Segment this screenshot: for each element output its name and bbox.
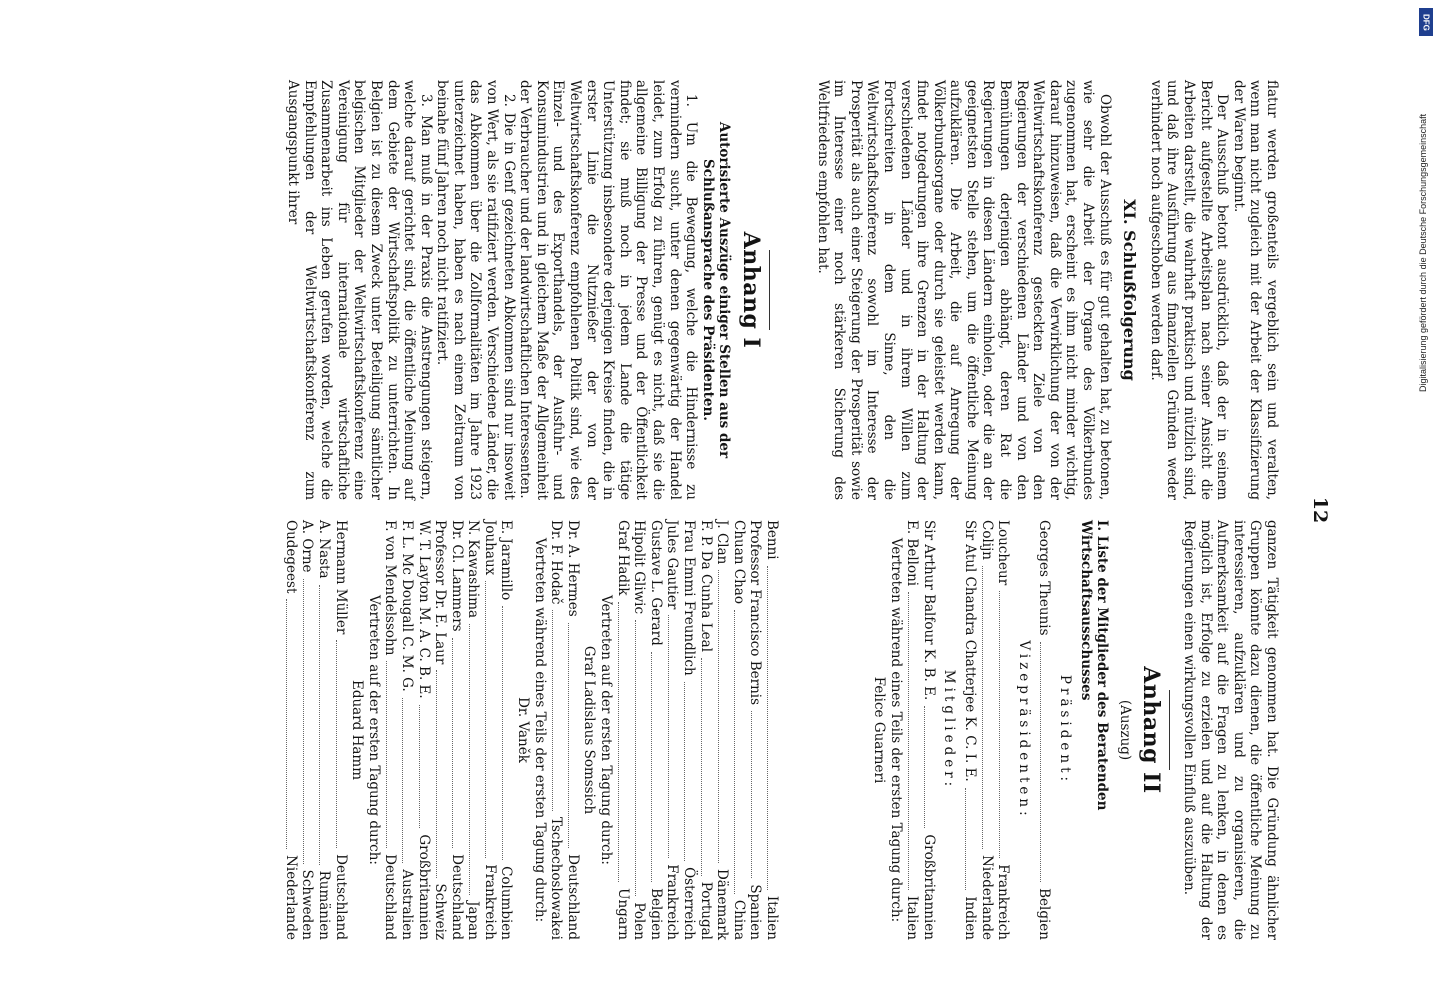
member-name: Dr. Cl. Lammers xyxy=(448,520,465,632)
list-item xyxy=(647,520,664,940)
member-name: Sir Arthur Balfour K. B. E. xyxy=(920,520,937,701)
member-country: Columbien xyxy=(498,866,515,940)
list-item xyxy=(548,520,565,940)
member-country: Großbritannien xyxy=(920,834,937,940)
member-name: E. Jaramillo xyxy=(498,520,515,601)
member-country: Frankreich xyxy=(664,864,681,940)
list-item xyxy=(904,520,921,940)
member-name: Graf Hadik xyxy=(614,520,631,596)
represented-name: Eduard Hamm xyxy=(349,679,366,781)
list-item xyxy=(730,520,747,940)
section-heading: XI. Schlußfolgerung xyxy=(1120,199,1140,381)
member-name: Gustave L. Gerard xyxy=(647,520,664,646)
represented-name: Felice Guarneri xyxy=(871,676,888,784)
list-item xyxy=(481,520,498,940)
page-number: 12 xyxy=(1309,496,1331,524)
list-item xyxy=(697,520,714,940)
member-country: Deutschland xyxy=(332,854,349,940)
represented-note: Vertreten auf der ersten Tagung durch: xyxy=(598,595,615,865)
page-content xyxy=(100,80,1340,940)
member-country: Großbritannien xyxy=(415,834,432,940)
member-name: A. Nasta xyxy=(315,520,332,579)
member-name: Professor Francisco Bernis xyxy=(747,520,764,706)
member-name: Georges Theunis xyxy=(1036,520,1053,636)
appendix-subheading: Autorisierte Auszüge einiger Stellen aus der Schlußansprache des Präsidenten. xyxy=(699,121,733,459)
list-item xyxy=(614,520,631,940)
divider xyxy=(769,250,770,330)
right-column-top xyxy=(871,520,1280,940)
list-item xyxy=(432,520,449,940)
dfg-logo: DFG xyxy=(1419,8,1433,36)
member-country: Portugal xyxy=(697,881,714,940)
list-item xyxy=(664,520,681,940)
member-country: China xyxy=(730,899,747,940)
list-item xyxy=(299,520,316,940)
list-item xyxy=(465,520,482,940)
member-country: Tschechoslowakei xyxy=(548,816,565,940)
list-item xyxy=(415,520,432,940)
member-country: Belgien xyxy=(647,888,664,940)
member-country: Schweden xyxy=(299,869,316,940)
paragraph: flatur werden großenteils vergeblich sein und veralten, wenn man nicht zugleich mit der Arbeit der Klassifizierung der Waren beginnt. xyxy=(1230,80,1280,500)
member-country: Italien xyxy=(904,895,921,940)
member-country: Spanien xyxy=(747,884,764,940)
represented-note: Vertreten auf der ersten Tagung durch: xyxy=(365,595,382,865)
list-item xyxy=(680,520,697,940)
list-item xyxy=(398,520,415,940)
list-item xyxy=(978,520,995,940)
list-item xyxy=(962,520,979,940)
list-item xyxy=(631,520,648,940)
list-item xyxy=(315,520,332,940)
member-country: Niederlande xyxy=(978,855,995,940)
list-item xyxy=(995,520,1012,940)
list-item xyxy=(564,520,581,940)
member-name: J. Clan xyxy=(714,520,731,565)
member-country: Frankreich xyxy=(995,864,1012,940)
member-country: Rumänien xyxy=(315,870,332,940)
paragraph: 3. Man muß in der Praxis die Anstrengungen steigern, welche darauf gerichtet sind, die öffentliche Meinung auf dem Gebiete der Wirtschaftspolitik zu unterrichten. In Belgien ist zu diesem Zweck unter Beteiligung sämtlicher belgischen Mitglieder der Weltwirtschaftskonferenz eine Vereinigung für internationale wirtschaftliche Zusammenarbeit ins Leben gerufen worden, welche die Empfehlungen der Weltwirtschaftskonferenz zum Ausgangspunkt ihrer xyxy=(284,80,434,500)
list-item xyxy=(763,520,780,940)
member-name: Oudegeest xyxy=(282,520,299,594)
member-name: Jules Gautier xyxy=(664,520,681,610)
paragraph: 2. Die in Genf gezeichneten Abkommen sind nur insoweit von Wert, als sie ratifiziert werden. Verschiedene Länder, die das Abkommen über die Zollformalitäten im Jahre 1923 unterzeichnet haben, haben es nach einem Zeitraum von beinahe fünf Jahren noch nicht ratifiziert. xyxy=(434,80,517,500)
paragraph: 1. Um die Bewegung, welche die Hindernisse zu vermindern sucht, unter denen gegenwärtig der Handel leidet, zum Erfolg zu führen, genügt es nicht, daß sie die allgemeine Billigung der Presse und der Öffentlichkeit findet; sie muß noch in jedem Lande die tätige Unterstützung insbesondere derjenigen Kreise finden, die in erster Linie die Nutznießer der von der Weltwirtschaftskonferenz empfohlenen Politik sind, wie des Einzel- und des Exporthandels, der Ausfuhr- und Konsumindustrien und in gleichem Maße der Allgemeinheit der Verbraucher und der landwirtschaftlichen Interessenten. xyxy=(517,80,700,500)
member-name: N. Kawashima xyxy=(465,520,482,619)
member-name: F. P. Da Cunha Leal xyxy=(697,520,714,653)
member-country: Deutschland xyxy=(382,854,399,940)
member-country: Schweiz xyxy=(432,883,449,940)
member-country: Niederlande xyxy=(282,855,299,940)
list-item xyxy=(498,520,515,940)
member-name: Dr. A. Hermes xyxy=(564,520,581,617)
member-country: Ungarn xyxy=(614,888,631,940)
list-item xyxy=(332,520,349,940)
list-heading: I. Liste der Mitglieder des Beratenden Wirtschaftsausschusses xyxy=(1077,520,1111,811)
member-name: Jouhaux xyxy=(481,520,498,576)
member-name: Benni xyxy=(764,520,780,560)
right-column-bottom xyxy=(282,520,780,940)
member-name: Frau Emmi Freundlich xyxy=(681,520,698,676)
represented-name: Dr. Vaněk xyxy=(515,697,532,763)
list-item xyxy=(448,520,465,940)
member-country: Österreich xyxy=(681,867,698,940)
member-country: Deutschland xyxy=(564,854,581,940)
member-name: Loucheur xyxy=(995,520,1012,586)
appendix-heading: Anhang I xyxy=(738,231,764,349)
member-name: A. Orne xyxy=(299,520,316,573)
divider xyxy=(1169,690,1170,770)
member-country: Polen xyxy=(631,902,648,940)
paragraph: ganzen Tätigkeit genommen hat. Die Gründung ähnlicher Gruppen könnte dazu dienen, die öffentliche Meinung zu interessieren, aufzuklären und zu organisieren, die Aufmerksamkeit auf die Fragen zu lenken, in denen es möglich ist, Erfolge zu erzielen und auf die Haltung der Regierungen einen wirkungsvollen Einfluß auszuüben. xyxy=(1181,520,1280,940)
member-name: Colijn xyxy=(978,520,995,560)
list-item xyxy=(1036,520,1053,940)
member-country: Indien xyxy=(962,896,979,940)
member-name: Hermann Müller xyxy=(332,520,349,635)
member-country: Australien xyxy=(398,869,415,940)
member-name: Sir Atul Chandra Chatterjee K. C. I. E. xyxy=(962,520,979,782)
represented-name: Graf Ladislaus Somssich xyxy=(581,645,598,815)
list-item xyxy=(920,520,937,940)
member-name: Dr. F. Hodač xyxy=(548,520,565,605)
vice-president-label: Vizepräsidenten: xyxy=(1015,640,1032,820)
member-name: E. Belloni xyxy=(904,520,921,587)
member-name: W. T. Layton M. A. C. B. E. xyxy=(415,520,432,699)
list-item xyxy=(747,520,764,940)
member-country: Frankreich xyxy=(481,864,498,940)
member-country: Japan xyxy=(465,901,482,940)
represented-note: Vertreten während eines Teils der ersten Tagung durch: xyxy=(887,537,904,923)
member-name: Chuan Chao xyxy=(730,520,747,604)
members-label: Mitglieder: xyxy=(941,669,958,791)
member-country: Italien xyxy=(764,895,780,940)
member-name: Hipolit Gliwic xyxy=(631,520,648,615)
member-country: Deutschland xyxy=(448,854,465,940)
member-country: Dänemark xyxy=(714,868,731,940)
left-column-bottom xyxy=(284,80,780,500)
represented-note: Vertreten während eines Teils der ersten Tagung durch: xyxy=(531,537,548,923)
member-name: F. L. Mc Dougall C. M. G. xyxy=(398,520,415,692)
president-label: Präsident: xyxy=(1057,674,1074,786)
digitization-credit: Digitalisierung gefördert durch die Deutsche Forschungsgemeinschaft xyxy=(1418,113,1428,392)
paragraph: Der Ausschuß betont ausdrücklich, daß der in seinem Bericht aufgestellte Arbeitsplan nach seiner Ansicht die Arbeiten darstellt, die wahrhaft praktisch und nützlich sind, und daß ihre Ausführung aus finanziellen Gründen weder verhindert noch aufgeschoben werden darf. xyxy=(1147,80,1231,500)
appendix-heading: Anhang II xyxy=(1138,666,1165,794)
member-name: F. von Mendelssohn xyxy=(382,520,399,656)
member-name: Professor Dr. E. Laur xyxy=(432,520,449,665)
list-item xyxy=(714,520,731,940)
list-item xyxy=(382,520,399,940)
member-country: Belgien xyxy=(1036,888,1053,940)
paragraph: Obwohl der Ausschuß es für gut gehalten hat, zu betonen, wie sehr die Arbeit der Organe des Völkerbundes zugenommen hat, erscheint es ihm nicht minder wichtig, darauf hinzuweisen, daß die Verwirklichung der von der Weltwirtschaftskonferenz gesteckten Ziele von den Regierungen der verschiedenen Länder und von den Bemühungen derjenigen abhängt, deren Rat die Regierungen in diesen Ländern einholen, oder die an der geeignetsten Stelle stehen, um die öffentliche Meinung aufzuklären. Die Arbeit, die auf Anregung der Völkerbundsorgane oder durch sie geleistet werden kann, findet notgedrungen ihre Grenzen in der Haltung der verschiedenen Länder und in ihrem Willen zum Fortschreiten in dem Sinne, den die Weltwirtschaftskonferenz sowohl im Interesse der Prosperität als auch einer Steigerung der Prosperität sowie im Interesse einer noch stärkeren Sicherung des Weltfriedens empfohlen hat. xyxy=(814,80,1113,500)
left-column-top xyxy=(814,80,1280,500)
appendix-subheading: (Auszug) xyxy=(1116,699,1133,761)
list-item xyxy=(282,520,299,940)
